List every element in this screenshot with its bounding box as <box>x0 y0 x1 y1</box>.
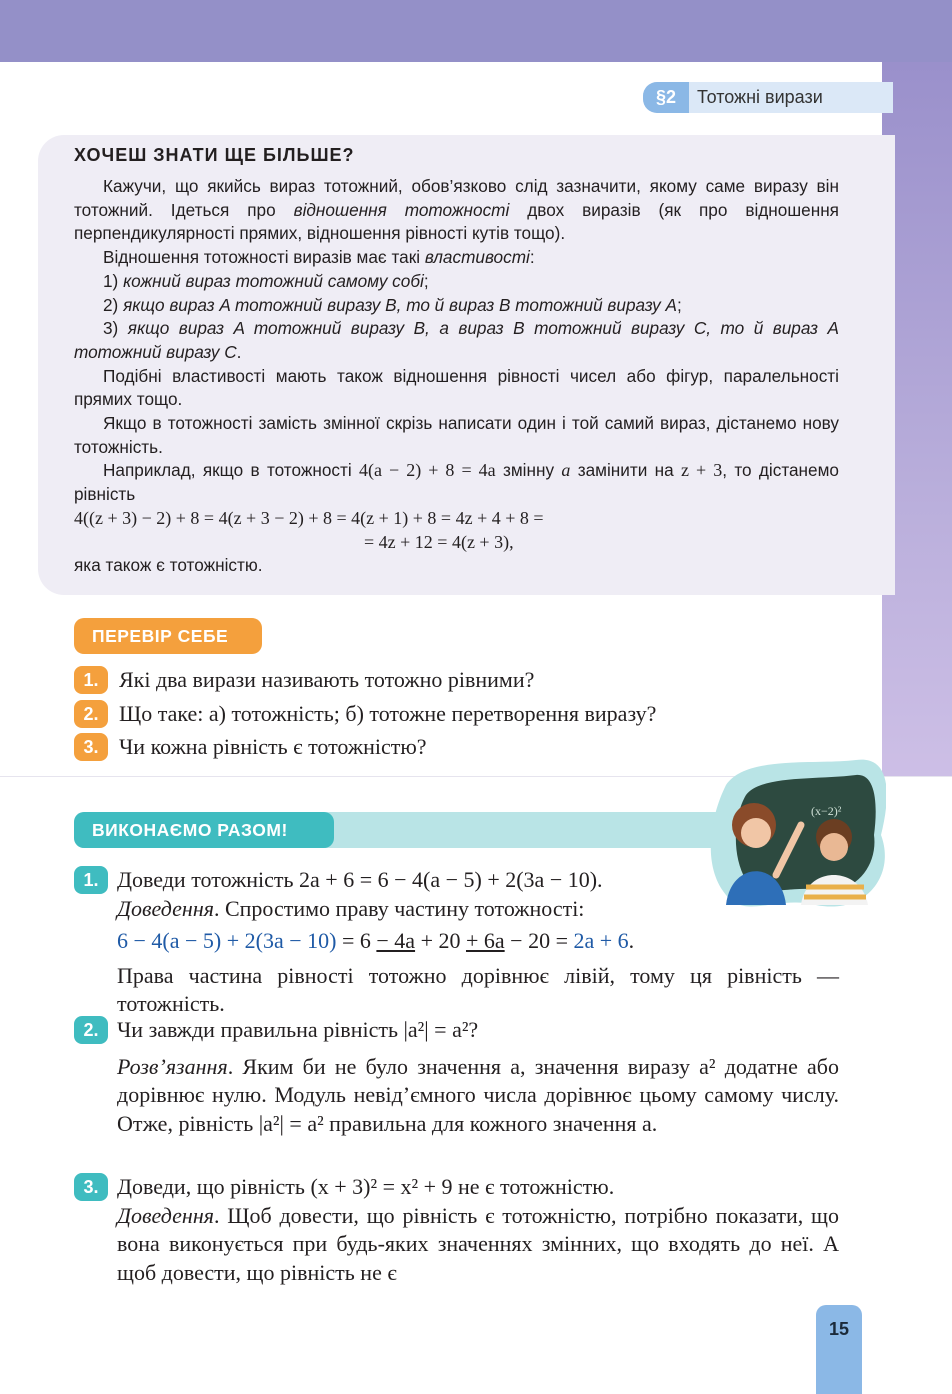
question-number: 1. <box>74 666 108 694</box>
paragraph: Наприклад, якщо в тотожності 4(a − 2) + 8 = 4a змінну a замінити на z + 3, то дістанемо рівність <box>74 460 839 505</box>
question-number: 2. <box>74 700 108 728</box>
page-number: 15 <box>816 1305 862 1394</box>
closing-text: яка також є тотожністю. <box>74 555 263 576</box>
header-band <box>0 0 952 62</box>
question-item <box>74 700 656 728</box>
section-number: §2 <box>643 82 689 113</box>
together-heading: ВИКОНАЄМО РАЗОМ! <box>74 812 334 848</box>
paragraph: Якщо в тотожності замість змінної скрізь написати один і той самий вираз, дістанемо нову тотожність. <box>74 413 839 457</box>
exercise-number: 3. <box>74 1173 108 1201</box>
exercise-number: 2. <box>74 1016 108 1044</box>
question-item <box>74 733 427 761</box>
property-1: 1) кожний вираз тотожний самому собі; <box>103 270 429 291</box>
check-yourself-heading: ПЕРЕВІР СЕБЕ <box>74 618 262 654</box>
paragraph: Відношення тотожності виразів має такі властивості: <box>103 247 535 268</box>
exercise-statement: Доведи, що рівність (x + 3)² = x² + 9 не є тотожністю. <box>117 1174 615 1199</box>
more-info-title: ХОЧЕШ ЗНАТИ ЩЕ БІЛЬШЕ? <box>74 145 355 165</box>
proof-text: Доведення. Щоб довести, що рівність є тотожністю, потрібно показати, що вона виконується при будь-яких значеннях змінних, що входять до неї. А щоб довести, що рівність не є <box>117 1202 839 1285</box>
conclusion-text: Права частина рівності тотожно дорівнює лівій, тому ця рівність — тотожність. <box>117 962 839 1016</box>
exercise-3 <box>117 1173 839 1287</box>
formula-line-1: 4((z + 3) − 2) + 8 = 4(z + 3 − 2) + 8 = 4(z + 1) + 8 = 4z + 4 + 8 = <box>74 507 544 528</box>
question-text: Чи кожна рівність є тотожністю? <box>119 734 427 759</box>
question-text: Які два вирази називають тотожно рівними? <box>119 667 535 692</box>
property-2: 2) якщо вираз A тотожний виразу B, то й вираз B тотожний виразу A; <box>103 294 682 315</box>
calculation-line: 6 − 4(a − 5) + 2(3a − 10) = 6 − 4a + 20 + 6a − 20 = 2a + 6. <box>117 928 635 953</box>
question-item <box>74 666 534 694</box>
exercise-statement: Чи завжди правильна рівність |a²| = a²? <box>117 1017 479 1042</box>
property-3: 3) якщо вираз A тотожний виразу B, а вираз B тотожний виразу C, то й вираз A тотожний виразу C. <box>74 318 839 362</box>
more-info-text <box>74 175 839 578</box>
proof-text: Доведення. Спростимо праву частину тотожності: <box>117 895 585 921</box>
exercise-2 <box>117 1016 839 1138</box>
exercise-1 <box>117 866 839 1019</box>
solution-text: Розв’язання. Яким би не було значення a, значення виразу a² додатне або дорівнює нулю. Модуль невід’ємного числа дорівнює цьому самому числу. Отже, рівність |a²| = a² правильна для кожного значення a. <box>117 1053 839 1136</box>
formula-line-2: = 4z + 12 = 4(z + 3), <box>364 531 514 552</box>
svg-text:(x−2)²: (x−2)² <box>811 804 842 818</box>
question-text: Що таке: а) тотожність; б) тотожне перетворення виразу? <box>119 701 657 726</box>
paragraph: Подібні властивості мають також відношення рівності чисел або фігур, паралельності прямих тощо. <box>74 365 839 410</box>
paragraph: Кажучи, що якийсь вираз тотожний, обов’язково слід зазначити, якому саме виразу він тотожний. Ідеться про відношення тотожності двох виразів (як про відношення перпендикулярності прямих, відношення рівності кутів тощо). <box>74 176 839 244</box>
exercise-number: 1. <box>74 866 108 894</box>
section-title: Тотожні вирази <box>697 87 823 107</box>
question-number: 3. <box>74 733 108 761</box>
exercise-statement: Доведи тотожність 2a + 6 = 6 − 4(a − 5) + 2(3a − 10). <box>117 867 603 892</box>
section-tab <box>643 82 893 113</box>
